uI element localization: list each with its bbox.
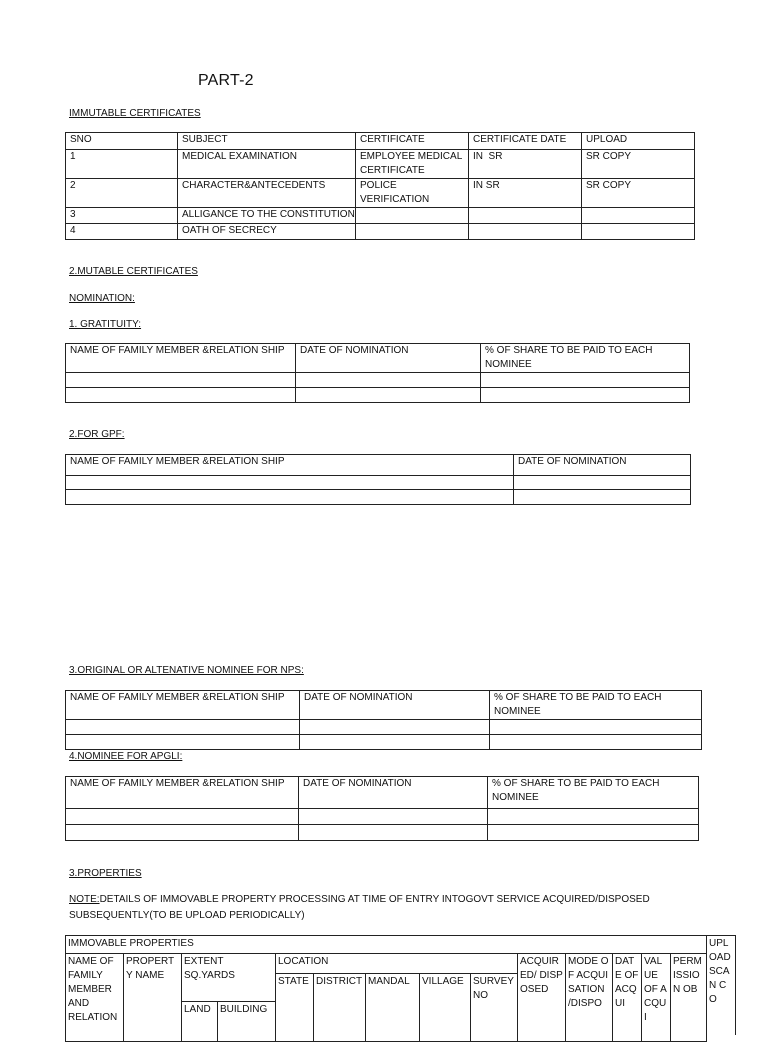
cell [582, 224, 695, 240]
header-cell: % OF SHARE TO BE PAID TO EACH NOMINEE [481, 344, 690, 373]
header-cell: CERTIFICATE DATE [469, 133, 582, 150]
header-cell: DATE OF NOMINATION [300, 691, 490, 720]
cell [469, 224, 582, 240]
header-cell: SNO [66, 133, 178, 150]
header-cell: NAME OF FAMILY MEMBER &RELATION SHIP [66, 691, 300, 720]
cell [356, 208, 469, 224]
header-cell-mandal: MANDAL [366, 974, 420, 1042]
header-cell-upload: UPLOAD SCAN CO [706, 935, 736, 1035]
cell: CHARACTER&ANTECEDENTS [178, 179, 356, 208]
cell: MEDICAL EXAMINATION [178, 150, 356, 179]
cell: 1 [66, 150, 178, 179]
header-cell-land: LAND [182, 1002, 218, 1042]
header-cell: NAME OF FAMILY MEMBER &RELATION SHIP [66, 455, 514, 476]
nps-table [65, 690, 702, 750]
table-header-row [66, 133, 695, 150]
header-cell: SUBJECT [178, 133, 356, 150]
table-row [66, 373, 690, 388]
header-cell: % OF SHARE TO BE PAID TO EACH NOMINEE [488, 777, 699, 809]
header-cell-permission: PERMISSION OB [671, 954, 707, 1042]
immovable-properties-table [65, 935, 707, 1042]
table-header-row [66, 455, 691, 476]
table-row [66, 809, 699, 825]
table-header-row [66, 777, 699, 809]
note-text: DETAILS OF IMMOVABLE PROPERTY PROCESSING AT TIME OF ENTRY INTOGOVT SERVICE ACQUIRED/DISPOSED SUBSEQUENTLY(TO BE UPLOAD PERIODICALLY) [69, 894, 650, 921]
header-cell-value: VALUE OF ACQUI [642, 954, 671, 1042]
table-row [66, 179, 695, 208]
apgli-heading: 4.NOMINEE FOR APGLI: [69, 751, 183, 762]
table-row [66, 150, 695, 179]
cell: EMPLOYEE MEDICAL CERTIFICATE [356, 150, 469, 179]
header-cell-name: NAME OF FAMILY MEMBER AND RELATION [66, 954, 124, 1042]
table-header-row [66, 344, 690, 373]
header-cell: % OF SHARE TO BE PAID TO EACH NOMINEE [490, 691, 702, 720]
immutable-certificates-table [65, 132, 695, 240]
gratuity-table [65, 343, 690, 403]
cell: ALLIGANCE TO THE CONSTITUTION [178, 208, 356, 224]
table-row [66, 720, 702, 735]
header-cell: DATE OF NOMINATION [514, 455, 691, 476]
header-cell-location: LOCATION [276, 954, 518, 974]
cell: IN SR [469, 150, 582, 179]
cell [469, 208, 582, 224]
gpf-heading: 2.FOR GPF: [69, 429, 125, 440]
table-row [66, 224, 695, 240]
header-cell-state: STATE [276, 974, 314, 1042]
header-cell-village: VILLAGE [420, 974, 471, 1042]
mutable-heading: 2.MUTABLE CERTIFICATES [69, 266, 198, 277]
header-cell-extent: EXTENT SQ.YARDS [182, 954, 276, 1002]
table-title: IMMOVABLE PROPERTIES [66, 936, 707, 954]
header-cell: UPLOAD [582, 133, 695, 150]
gratuity-heading: 1. GRATITUITY: [69, 319, 142, 330]
table-row [66, 825, 699, 841]
cell: 4 [66, 224, 178, 240]
cell: 2 [66, 179, 178, 208]
table-row [66, 208, 695, 224]
table-header-row [66, 691, 702, 720]
cell: 3 [66, 208, 178, 224]
properties-note [69, 892, 709, 924]
page-title: PART-2 [198, 72, 254, 89]
table-row [66, 476, 691, 490]
cell: POLICE VERIFICATION [356, 179, 469, 208]
apgli-table [65, 776, 699, 841]
nps-heading: 3.ORIGINAL OR ALTENATIVE NOMINEE FOR NPS: [69, 665, 304, 676]
header-cell-building: BUILDING [218, 1002, 276, 1042]
note-label: NOTE: [69, 894, 100, 905]
cell [582, 208, 695, 224]
header-cell: CERTIFICATE [356, 133, 469, 150]
header-cell-mode: MODE OF ACQUISATION /DISPO [566, 954, 613, 1042]
cell [356, 224, 469, 240]
header-cell-property: PROPERTY NAME [124, 954, 182, 1042]
cell: SR COPY [582, 179, 695, 208]
header-cell-acquired: ACQUIRED/ DISPOSED [518, 954, 566, 1042]
header-cell-survey: SURVEY NO [471, 974, 518, 1042]
header-cell: NAME OF FAMILY MEMBER &RELATION SHIP [66, 777, 299, 809]
cell: IN SR [469, 179, 582, 208]
cell: OATH OF SECRECY [178, 224, 356, 240]
table-title-row [66, 936, 707, 954]
immutable-heading: IMMUTABLE CERTIFICATES [69, 108, 201, 119]
header-cell: NAME OF FAMILY MEMBER &RELATION SHIP [66, 344, 296, 373]
table-row [66, 388, 690, 403]
table-header-row [66, 954, 707, 974]
header-cell-date: DATE OF ACQUI [613, 954, 642, 1042]
properties-heading: 3.PROPERTIES [69, 868, 142, 879]
header-cell-district: DISTRICT [314, 974, 366, 1042]
header-cell: DATE OF NOMINATION [299, 777, 488, 809]
table-row [66, 490, 691, 505]
table-row [66, 735, 702, 750]
cell: SR COPY [582, 150, 695, 179]
nomination-heading: NOMINATION: [69, 293, 135, 304]
header-cell: DATE OF NOMINATION [296, 344, 481, 373]
gpf-table [65, 454, 691, 505]
